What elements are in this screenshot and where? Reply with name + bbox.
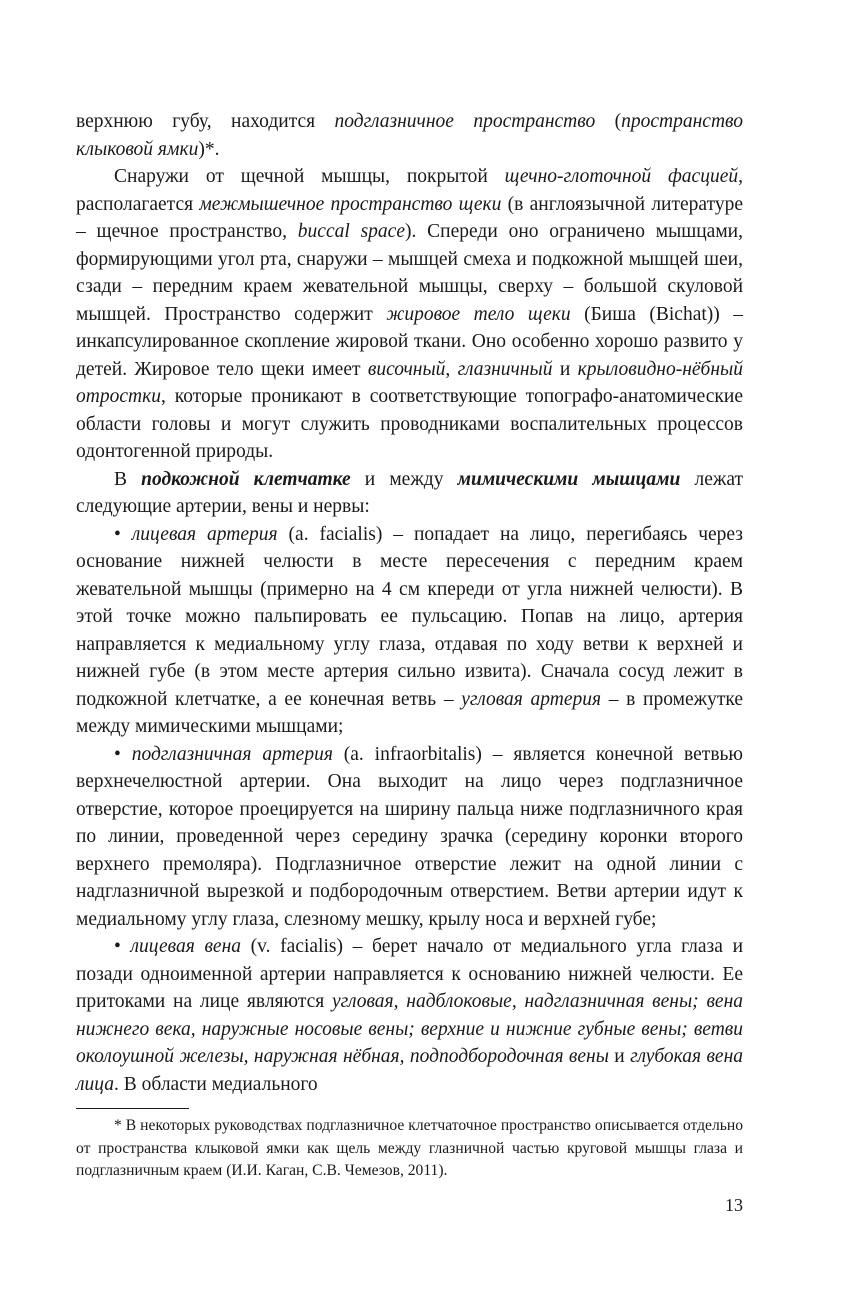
paragraph-continuation: верхнюю губу, находится подглазничное пространство (пространство клыковой ямки)*.: [76, 111, 743, 160]
main-text: [76, 108, 743, 1098]
page-number: 13: [725, 1195, 743, 1215]
footnote: * В некоторых руководствах подглазничное клетчаточное пространство описывается отдельно от пространства клыковой ямки как щель между глазничной частью круговой мышцы глаза и подглазничным краем (И.И. Каган, С.В. Чемезов, 2011).: [76, 1117, 743, 1179]
list-item-facial-vein: • лицевая вена (v. facialis) – берет начало от медиального угла глаза и позади одноименной артерии направляется к основанию нижней челюсти. Ее притоками на лице являются угловая, надблоковые, надглазничная вены; вена нижнего века, наружные носовые вены; верхние и нижние губные вены; ветви околоушной железы, наружная нёбная, подподбородочная вены и глубокая вена лица. В области медиального: [76, 933, 743, 1098]
list-item-facial-artery: • лицевая артерия (a. facialis) – попадает на лицо, перегибаясь через основание нижней челюсти в месте пересечения с передним краем жевательной мышцы (примерно на 4 см кпереди от угла нижней челюсти). В этой точке можно пальпировать ее пульсацию. Попав на лицо, артерия направляется к медиальному углу глаза, отдавая по ходу ветви к верхней и нижней губе (в этом месте артерия сильно извита). Сначала сосуд лежит в подкожной клетчатке, а ее конечная ветвь – угловая артерия – в промежутке между мимическими мышцами;: [76, 521, 743, 741]
paragraph-buccal-space: Снаружи от щечной мышцы, покрытой щечно-глоточной фасцией, располагается межмышечное пространство щеки (в англоязычной литературе – щечное пространство, buccal space). Спереди оно ограничено мышцами, формирующими угол рта, снаружи – мышцей смеха и подкожной мышцей шеи, сзади – передним краем жевательной мышцы, сверху – большой скуловой мышцей. Пространство содержит жировое тело щеки (Биша (Bichat)) – инкапсулированное скопление жировой ткани. Оно особенно хорошо развито у детей. Жировое тело щеки имеет височный, глазничный и крыловидно-нёбный отростки, которые проникают в соответствующие топографо-анатомические области головы и могут служить проводниками воспалительных процессов одонтогенной природы.: [76, 166, 743, 462]
footnote-divider: [76, 1108, 189, 1109]
paragraph-vessels-intro: В подкожной клетчатке и между мимическими мышцами лежат следующие артерии, вены и нервы:: [76, 468, 743, 517]
list-item-infraorbital-artery: • подглазничная артерия (a. infraorbitalis) – является конечной ветвью верхнечелюстной артерии. Она выходит на лицо через подглазничное отверстие, которое проецируется на ширину пальца ниже подглазничного края по линии, проведенной через середину зрачка (середину коронки второго верхнего премоляра). Подглазничное отверстие лежит на одной линии с надглазничной вырезкой и подбородочным отверстием. Ветви артерии идут к медиальному углу глаза, слезному мешку, крылу носа и верхней губе;: [76, 741, 743, 934]
